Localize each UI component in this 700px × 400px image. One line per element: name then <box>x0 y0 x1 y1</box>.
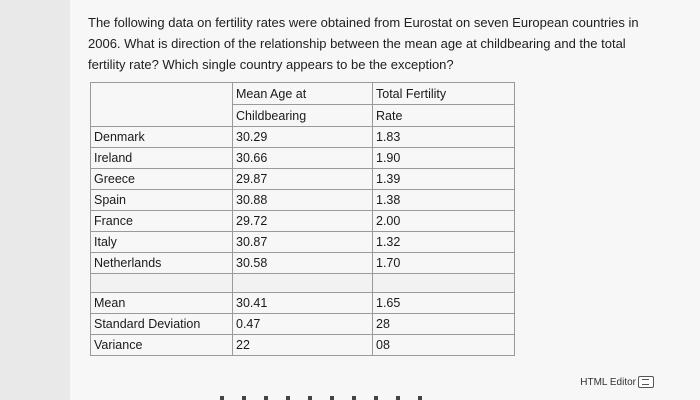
mean-age-cell: 22 <box>233 335 373 356</box>
country-cell: Netherlands <box>91 253 233 274</box>
toolbar-tick <box>220 396 224 400</box>
html-editor-icon <box>638 376 654 388</box>
mean-age-cell: 29.72 <box>233 211 373 232</box>
table-row <box>91 148 515 169</box>
question-line: The following data on fertility rates were obtained from Eurostat on seven European countries in <box>88 15 639 30</box>
table-row <box>91 253 515 274</box>
toolbar-tick <box>396 396 400 400</box>
tfr-cell: 1.32 <box>373 232 515 253</box>
summary-row <box>91 314 515 335</box>
mean-age-cell: 0.47 <box>233 314 373 335</box>
table-row <box>91 190 515 211</box>
question-line: 2006. What is direction of the relationship between the mean age at childbearing and the total <box>88 36 626 51</box>
summary-label-cell: Standard Deviation <box>91 314 233 335</box>
mean-age-cell: 30.29 <box>233 127 373 148</box>
summary-row <box>91 293 515 314</box>
toolbar-tick <box>286 396 290 400</box>
table-spacer-row <box>91 274 515 293</box>
country-cell: Denmark <box>91 127 233 148</box>
table-row <box>91 232 515 253</box>
header-mean-age: Mean Age at <box>233 83 373 105</box>
table-row <box>91 127 515 148</box>
tfr-cell: 1.70 <box>373 253 515 274</box>
mean-age-cell: 30.66 <box>233 148 373 169</box>
mean-age-cell: 30.58 <box>233 253 373 274</box>
table-header-row <box>91 83 515 105</box>
tfr-cell: 28 <box>373 314 515 335</box>
toolbar-tick <box>352 396 356 400</box>
tfr-cell: 1.83 <box>373 127 515 148</box>
table-row <box>91 169 515 190</box>
header-tfr: Total Fertility <box>373 83 515 105</box>
toolbar-tick <box>264 396 268 400</box>
country-cell: Greece <box>91 169 233 190</box>
summary-label-cell: Mean <box>91 293 233 314</box>
toolbar-tick <box>418 396 422 400</box>
tfr-cell: 1.38 <box>373 190 515 211</box>
tfr-cell: 1.65 <box>373 293 515 314</box>
table-row <box>91 211 515 232</box>
spacer-cell <box>373 274 515 293</box>
html-editor-label: HTML Editor <box>580 376 636 388</box>
spacer-cell <box>233 274 373 293</box>
country-cell: Ireland <box>91 148 233 169</box>
tfr-cell: 08 <box>373 335 515 356</box>
mean-age-cell: 30.41 <box>233 293 373 314</box>
country-cell: Italy <box>91 232 233 253</box>
tfr-cell: 1.90 <box>373 148 515 169</box>
mean-age-cell: 30.87 <box>233 232 373 253</box>
toolbar-tick <box>308 396 312 400</box>
country-cell: Spain <box>91 190 233 211</box>
mean-age-cell: 30.88 <box>233 190 373 211</box>
tfr-cell: 2.00 <box>373 211 515 232</box>
tfr-cell: 1.39 <box>373 169 515 190</box>
question-line: fertility rate? Which single country appears to be the exception? <box>88 57 454 72</box>
summary-label-cell: Variance <box>91 335 233 356</box>
toolbar-tick <box>374 396 378 400</box>
spacer-cell <box>91 274 233 293</box>
header-blank-cell <box>91 83 233 127</box>
question-text <box>88 12 678 75</box>
summary-row <box>91 335 515 356</box>
country-cell: France <box>91 211 233 232</box>
toolbar-edge <box>220 396 550 400</box>
html-editor-link[interactable] <box>580 376 654 388</box>
toolbar-tick <box>242 396 246 400</box>
fertility-table <box>90 82 515 356</box>
header-mean-age: Childbearing <box>233 105 373 127</box>
mean-age-cell: 29.87 <box>233 169 373 190</box>
toolbar-tick <box>330 396 334 400</box>
header-tfr: Rate <box>373 105 515 127</box>
